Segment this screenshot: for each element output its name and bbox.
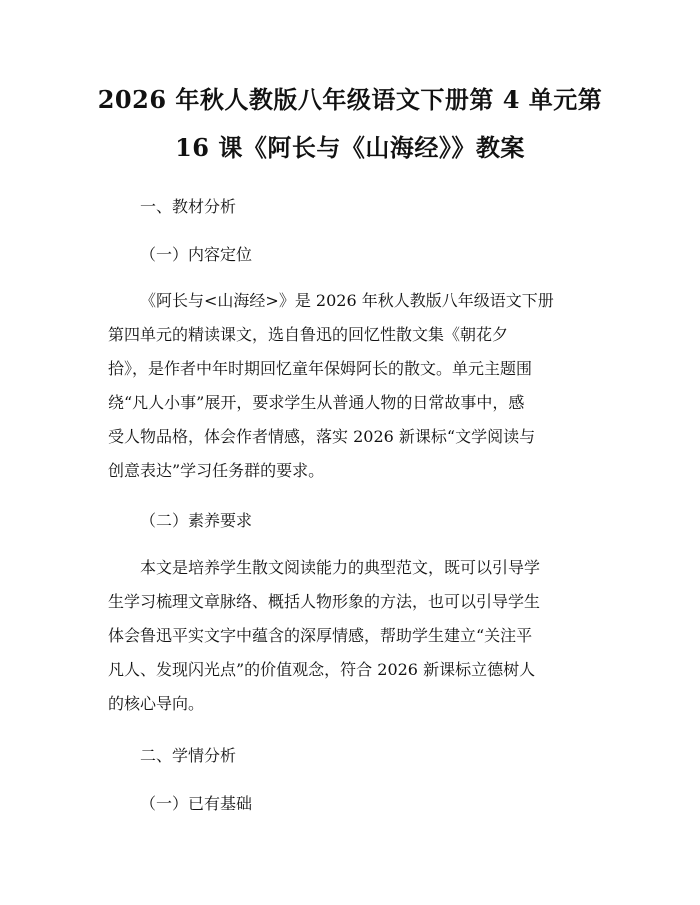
paragraph-line: 的核心导向。 [108,694,205,713]
paragraph-line: 生学习梳理文章脉络、概括人物形象的方法，也可以引导学生 [108,592,541,611]
paragraph-line: 《阿长与<山海经>》是 2026 年秋人教版八年级语文下册 [140,291,554,310]
paragraph-content-positioning [108,284,598,488]
paragraph-line: 拾》，是作者中年时期回忆童年保姆阿长的散文。单元主题围 [108,359,533,378]
paragraph-line: 受人物品格，体会作者情感，落实 2026 新课标“文学阅读与 [108,427,536,446]
paragraph-line: 体会鲁迅平实文字中蕴含的深厚情感，帮助学生建立“关注平 [108,626,533,645]
paragraph-line: 绕“凡人小事”展开，要求学生从普通人物的日常故事中，感 [108,393,525,412]
paragraph-line: 第四单元的精读课文，选自鲁迅的回忆性散文集《朝花夕 [108,325,509,344]
subsection-heading-content-positioning: （一）内容定位 [140,245,253,264]
subsection-heading-existing-foundation: （一）已有基础 [140,794,253,813]
section-heading-teaching-material-analysis: 一、教材分析 [140,197,237,216]
subsection-heading-literacy-requirements: （二）素养要求 [140,511,253,530]
document-title-line-1: 2026 年秋人教版八年级语文下册第 4 单元第 [97,85,603,114]
paragraph-line: 本文是培养学生散文阅读能力的典型范文，既可以引导学 [140,558,541,577]
paragraph-line: 凡人、发现闪光点”的价值观念，符合 2026 新课标立德树人 [108,660,536,679]
section-heading-learning-situation-analysis: 二、学情分析 [140,746,237,765]
document-title-line-2: 16 课《阿长与《山海经》》教案 [175,133,525,162]
paragraph-literacy-requirements [108,551,598,721]
paragraph-line: 创意表达”学习任务群的要求。 [108,461,325,480]
